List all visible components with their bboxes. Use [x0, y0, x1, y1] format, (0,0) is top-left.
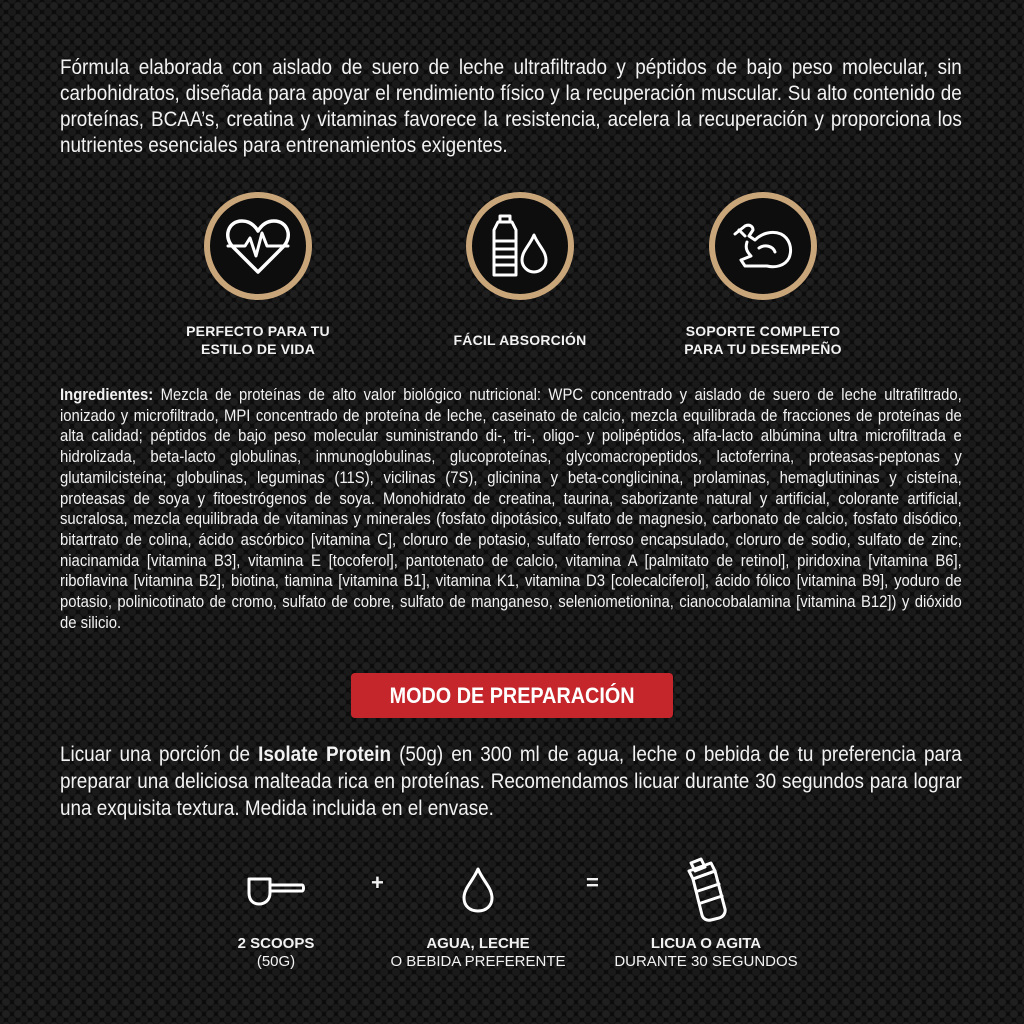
step-title: LICUA O AGITA	[650, 935, 762, 952]
benefit-label-line1: PERFECTO PARA TU	[186, 323, 330, 339]
step-subtitle: DURANTE 30 SEGUNDOS	[614, 953, 798, 970]
preparation-product-name: Isolate Protein	[258, 743, 392, 766]
step-shake	[606, 855, 806, 971]
benefit-label-line2: PARA TU DESEMPEÑO	[684, 341, 842, 357]
equals-sign: =	[586, 870, 599, 895]
benefit-absorption	[410, 192, 630, 349]
ingredients-text: Mezcla de proteínas de alto valor biológico nutricional: WPC concentrado y aislado de suero de leche ultrafiltrado, ionizado y microfiltrado, MPI concentrado de proteína de leche, caseinato de calcio, mezcla equilibrada de fracciones de proteínas de alta calidad; péptidos de bajo peso molecular suministrando di-, tri-, oligo- y polipéptidos, alfa-lacto albúmina ultra microfiltrada e hidrolizada, beta-lacto globulinas, inmunoglobulinas, glucoproteínas, glycomacropeptidos, lactoferrina, proteasas-peptonas y glutamilcisteína; globulinas, leguminas (11S), vicilinas (7S), glicinina y beta-conglicinina, prolaminas, hemaglutininas y cisteína, proteasas de soya y fitoestrógenos de soya. Monohidrato de creatina, taurina, saborizante natural y artificial, colorante artificial, sucralosa, mezcla equilibrada de vitaminas y minerales (fosfato dipotásico, sulfato de magnesio, carbonato de calcio, fosfato disódico, bitartrato de colina, ácido ascórbico [vitamina C], cloruro de potasio, sulfato ferroso encapsulado, cloruro de sodio, sulfato de zinc, niacinamida [vitamina B3], vitamina E [tocoferol], pantotenato de calcio, vitamina A [palmitato de retinol], piridoxina [vitamina B6], riboflavina [vitamina B2], biotina, tiamina [vitamina B1], vitamina K1, vitamina D3 [colecalciferol], ácido fólico [vitamina B9], yoduro de potasio, polinicotinato de cromo, sulfato de cobre, sulfato de manganeso, seleniometionina, cianocobalamina [vitamina B12]) y dióxido de silicio.	[60, 386, 962, 632]
preparation-title-badge	[351, 673, 673, 718]
step-liquid	[388, 855, 568, 971]
heart-pulse-icon	[225, 216, 291, 276]
preparation-text-before: Licuar una porción de	[60, 743, 259, 766]
step-title: AGUA, LECHE	[426, 935, 530, 952]
step-subtitle: (50G)	[256, 953, 296, 970]
water-drop-icon	[460, 866, 496, 914]
step-title: 2 SCOOPS	[237, 935, 315, 952]
benefits-row	[0, 192, 1024, 372]
preparation-text-after: (50g) en 300 ml de agua, leche o bebida de tu preferencia para preparar una deliciosa malteada rica en proteínas. Recomendamos licuar durante 30 segundos para lograr una exquisita textura. Medida incluida en el envase.	[60, 743, 962, 820]
benefit-label-line1: SOPORTE COMPLETO	[685, 323, 841, 339]
flexed-arm-icon	[731, 220, 795, 272]
ingredients-paragraph	[60, 385, 962, 633]
step-subtitle: O BEBIDA PREFERENTE	[390, 953, 566, 970]
step-scoops	[196, 855, 356, 971]
benefit-label-line1: FÁCIL ABSORCIÓN	[453, 332, 587, 348]
benefit-performance	[653, 192, 873, 358]
intro-paragraph: Fórmula elaborada con aislado de suero de leche ultrafiltrado y péptidos de bajo peso molecular, sin carbohidratos, diseñada para apoyar el rendimiento físico y la recuperación muscular. Su alto contenido de proteínas, BCAA’s, creatina y vitaminas favorece la resistencia, acelera la recuperación y proporciona los nutrientes esenciales para entrenamientos exigentes.	[60, 56, 962, 157]
preparation-paragraph	[60, 741, 962, 822]
scoop-icon	[246, 873, 306, 907]
benefit-label-line2: ESTILO DE VIDA	[200, 341, 316, 357]
bottle-drop-icon	[488, 213, 552, 279]
plus-sign: +	[371, 870, 384, 895]
shaker-bottle-icon	[681, 857, 731, 923]
benefit-lifestyle	[148, 192, 368, 358]
ingredients-label: Ingredientes:	[60, 386, 154, 404]
preparation-title: MODO DE PREPARACIÓN	[389, 682, 635, 708]
